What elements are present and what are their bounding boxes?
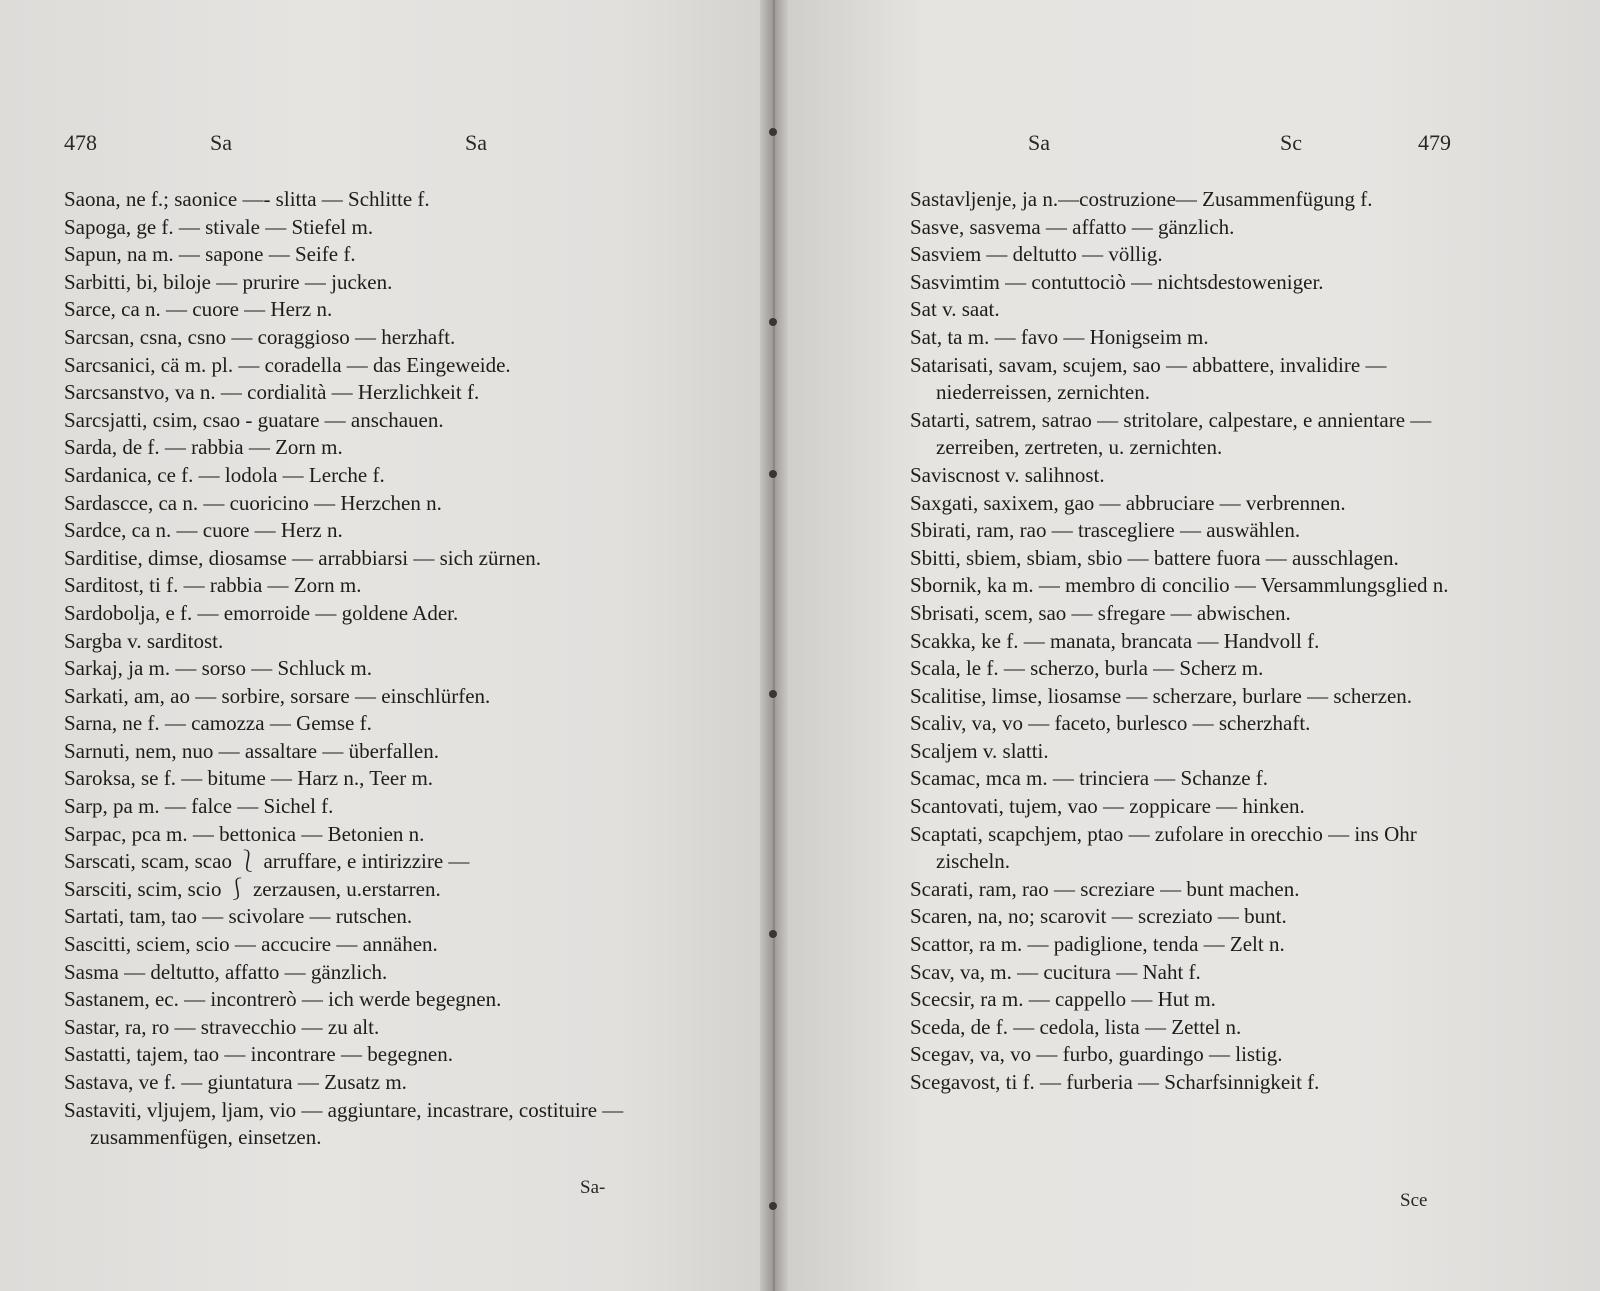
dictionary-entry: Sarna, ne f. — camozza — Gemse f.: [64, 711, 372, 736]
dictionary-entry: Sarcsanstvo, va n. — cordialità — Herzlichkeit f.: [64, 380, 480, 405]
running-head-left: Sa: [1028, 130, 1050, 155]
running-head-right: Sc: [1280, 130, 1302, 155]
right-page: [778, 0, 1600, 1291]
right-page-header: [778, 130, 1600, 162]
page-number: 478: [64, 130, 97, 155]
left-page-header: [0, 130, 772, 162]
catchword: Sa-: [580, 1177, 606, 1198]
dictionary-entry: Sarditost, ti f. — rabbia — Zorn m.: [64, 573, 362, 598]
dictionary-entry: Sardascce, ca n. — cuoricino — Herzchen n.: [64, 490, 442, 515]
dictionary-entry: Scalitise, limse, liosamse — scherzare, burlare — scherzen.: [910, 683, 1413, 708]
dictionary-entry: Scecsir, ra m. — cappello — Hut m.: [910, 987, 1216, 1012]
left-page: [0, 0, 772, 1291]
dictionary-entry: Scaljem v. slatti.: [910, 738, 1049, 763]
dictionary-entry: Sasvimtim — contuttociò — nichtsdestoweniger.: [910, 269, 1324, 294]
dictionary-entry: Sarcsanici, cä m. pl. — coradella — das Eingeweide.: [64, 352, 511, 377]
dictionary-entry: Sasviem — deltutto — völlig.: [910, 242, 1163, 267]
dictionary-entry: Satarti, satrem, satrao — stritolare, calpestare, e annientare — zerreiben, zertreten, u. zernichten.: [910, 407, 1432, 460]
dictionary-entry: Sapoga, ge f. — stivale — Stiefel m.: [64, 214, 374, 239]
dictionary-entry: Sastava, ve f. — giuntatura — Zusatz m.: [64, 1070, 407, 1094]
dictionary-entry: Sarsciti, scim, scio ⎰ zerzausen, u.erstarren.: [64, 876, 441, 901]
dictionary-entry: Scaren, na, no; scarovit — screziato — bunt.: [910, 904, 1287, 929]
dictionary-entry: Scamac, mca m. — trinciera — Schanze f.: [910, 766, 1269, 791]
dictionary-entry: Sarcsjatti, csim, csao - guatare — anschauen.: [64, 407, 444, 432]
binding-stitch: [769, 690, 777, 698]
dictionary-entry: Scattor, ra m. — padiglione, tenda — Zelt n.: [910, 932, 1285, 957]
dictionary-entry: Scav, va, m. — cucitura — Naht f.: [910, 959, 1201, 984]
dictionary-entry: Sascitti, sciem, scio — accucire — annähen.: [64, 932, 438, 957]
dictionary-entry: Sastavljenje, ja n.—costruzione— Zusammenfügung f.: [910, 187, 1373, 211]
binding-stitch: [769, 930, 777, 938]
running-head-right: Sa: [465, 130, 487, 155]
dictionary-entry: Sapun, na m. — sapone — Seife f.: [64, 242, 356, 267]
dictionary-entry: Sasma — deltutto, affatto — gänzlich.: [64, 959, 388, 984]
page-number: 479: [1418, 130, 1451, 155]
dictionary-entry: Sasve, sasvema — affatto — gänzlich.: [910, 214, 1235, 239]
dictionary-entry: Saviscnost v. salihnost.: [910, 462, 1105, 487]
book-gutter: [760, 0, 788, 1291]
catchword: Sce: [1400, 1190, 1428, 1211]
dictionary-entry: Sbitti, sbiem, sbiam, sbio — battere fuora — ausschlagen.: [910, 545, 1399, 570]
dictionary-entry: Sarp, pa m. — falce — Sichel f.: [64, 794, 334, 819]
dictionary-entry: Sardce, ca n. — cuore — Herz n.: [64, 518, 343, 543]
dictionary-entry: Sardobolja, e f. — emorroide — goldene Ader.: [64, 600, 459, 625]
running-head-left: Sa: [210, 130, 232, 155]
binding-stitch: [769, 128, 777, 136]
dictionary-entry: Sargba v. sarditost.: [64, 628, 224, 653]
dictionary-entry: Sarda, de f. — rabbia — Zorn m.: [64, 435, 343, 460]
dictionary-entry: Sat, ta m. — favo — Honigseim m.: [910, 324, 1209, 349]
dictionary-entry: Sastaviti, vljujem, ljam, vio — aggiuntare, incastrare, costituire — zusammenfügen, einsetzen.: [64, 1097, 624, 1150]
dictionary-entry: Sarkaj, ja m. — sorso — Schluck m.: [64, 656, 372, 681]
dictionary-entry: Scantovati, tujem, vao — zoppicare — hinken.: [910, 794, 1305, 819]
dictionary-entry: Sat v. saat.: [910, 297, 1000, 322]
dictionary-entry: Sarnuti, nem, nuo — assaltare — überfallen.: [64, 738, 439, 763]
dictionary-entry: Sastatti, tajem, tao — incontrare — begegnen.: [64, 1042, 453, 1067]
right-entry-list: [910, 186, 1490, 1097]
dictionary-entry: Sastar, ra, ro — stravecchio — zu alt.: [64, 1014, 380, 1039]
dictionary-entry: Satarisati, savam, scujem, sao — abbattere, invalidire — niederreissen, zernichten.: [910, 352, 1387, 405]
dictionary-entry: Sarscati, scam, scao ⎱ arruffare, e intirizzire —: [64, 849, 470, 874]
dictionary-entry: Scala, le f. — scherzo, burla — Scherz m.: [910, 656, 1264, 681]
dictionary-entry: Scakka, ke f. — manata, brancata — Handvoll f.: [910, 628, 1320, 653]
binding-stitch: [769, 318, 777, 326]
dictionary-entry: Sceda, de f. — cedola, lista — Zettel n.: [910, 1014, 1242, 1039]
dictionary-entry: Sarcsan, csna, csno — coraggioso — herzhaft.: [64, 324, 456, 349]
dictionary-entry: Sbrisati, scem, sao — sfregare — abwischen.: [910, 600, 1291, 625]
dictionary-entry: Scarati, ram, rao — screziare — bunt machen.: [910, 876, 1300, 901]
dictionary-entry: Scaptati, scapchjem, ptao — zufolare in orecchio — ins Ohr zischeln.: [910, 821, 1417, 874]
dictionary-entry: Sbirati, ram, rao — trascegliere — auswählen.: [910, 518, 1301, 543]
dictionary-entry: Sarbitti, bi, biloje — prurire — jucken.: [64, 269, 393, 294]
dictionary-entry: Sbornik, ka m. — membro di concilio — Versammlungsglied n.: [910, 573, 1449, 598]
dictionary-entry: Scegavost, ti f. — furberia — Scharfsinnigkeit f.: [910, 1070, 1320, 1094]
dictionary-entry: Sarpac, pca m. — bettonica — Betonien n.: [64, 821, 425, 846]
dictionary-entry: Saroksa, se f. — bitume — Harz n., Teer m.: [64, 766, 434, 791]
dictionary-entry: Sarkati, am, ao — sorbire, sorsare — einschlürfen.: [64, 683, 491, 708]
binding-stitch: [769, 1202, 777, 1210]
left-entry-list: [64, 186, 664, 1152]
dictionary-entry: Scaliv, va, vo — faceto, burlesco — scherzhaft.: [910, 711, 1311, 736]
dictionary-entry: Sardanica, ce f. — lodola — Lerche f.: [64, 462, 385, 487]
dictionary-entry: Saona, ne f.; saonice —- slitta — Schlitte f.: [64, 187, 430, 211]
dictionary-entry: Sastanem, ec. — incontrerò — ich werde begegnen.: [64, 987, 502, 1012]
dictionary-entry: Scegav, va, vo — furbo, guardingo — listig.: [910, 1042, 1283, 1067]
dictionary-entry: Sarditise, dimse, diosamse — arrabbiarsi — sich zürnen.: [64, 545, 542, 570]
dictionary-entry: Saxgati, saxixem, gao — abbruciare — verbrennen.: [910, 490, 1346, 515]
dictionary-entry: Sartati, tam, tao — scivolare — rutschen.: [64, 904, 413, 929]
dictionary-entry: Sarce, ca n. — cuore — Herz n.: [64, 297, 333, 322]
binding-stitch: [769, 470, 777, 478]
